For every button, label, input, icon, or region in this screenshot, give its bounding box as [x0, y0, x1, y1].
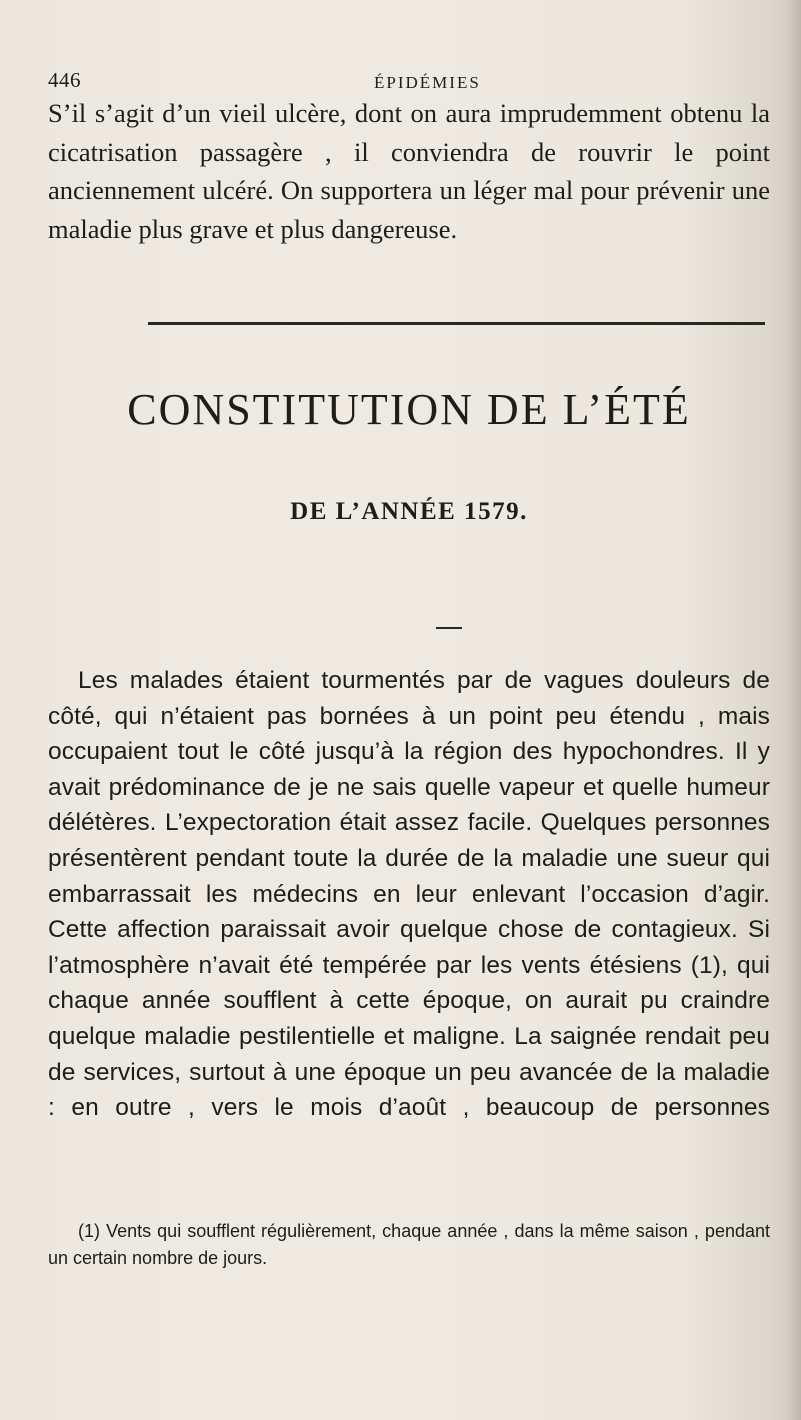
continuation-paragraph: S’il s’agit d’un vieil ulcère, dont on aura imprudemment obtenu la cicatrisation passagère , il conviendra de rouvrir le point anciennement ulcéré. On supportera un léger mal pour prévenir une maladie plus grave et plus dangereuse.	[48, 98, 770, 244]
section-subtitle: DE L’ANNÉE 1579.	[290, 498, 528, 525]
section-title: CONSTITUTION DE L’ÉTÉ	[127, 385, 691, 434]
running-head: ÉPIDÉMIES	[374, 73, 481, 92]
page-header	[48, 68, 768, 96]
body-paragraph	[48, 663, 770, 1126]
short-divider-rule	[436, 627, 462, 629]
page-edge-shadow	[787, 0, 801, 1420]
body-paragraph-text: Les malades étaient tourmentés par de vagues douleurs de côté, qui n’étaient pas bornées à un point peu étendu , mais occupaient tout le côté jusqu’à la région des hypochondres. Il y avait prédominance de je ne sais quelle vapeur et quelle humeur délétères. L’expectoration était assez facile. Quelques personnes présentèrent pendant toute la durée de la maladie une sueur qui embarrassait les médecins en leur enlevant l’occasion d’agir. Cette affection paraissait avoir quelque chose de contagieux. Si l’atmosphère n’avait été tempérée par les vents étésiens (1), qui chaque année soufflent à cette époque, on aurait pu craindre quelque maladie pestilentielle et maligne. La saignée rendait peu de services, surtout à une époque un peu avancée de la maladie : en outre , vers le mois d’août , beaucoup de personnes	[48, 667, 770, 1122]
footnote: (1) Vents qui soufflent régulièrement, chaque année , dans la même saison , pendant un certain nombre de jours.	[48, 1221, 770, 1268]
section-divider-rule	[148, 322, 765, 325]
page-number: 446	[48, 68, 81, 92]
